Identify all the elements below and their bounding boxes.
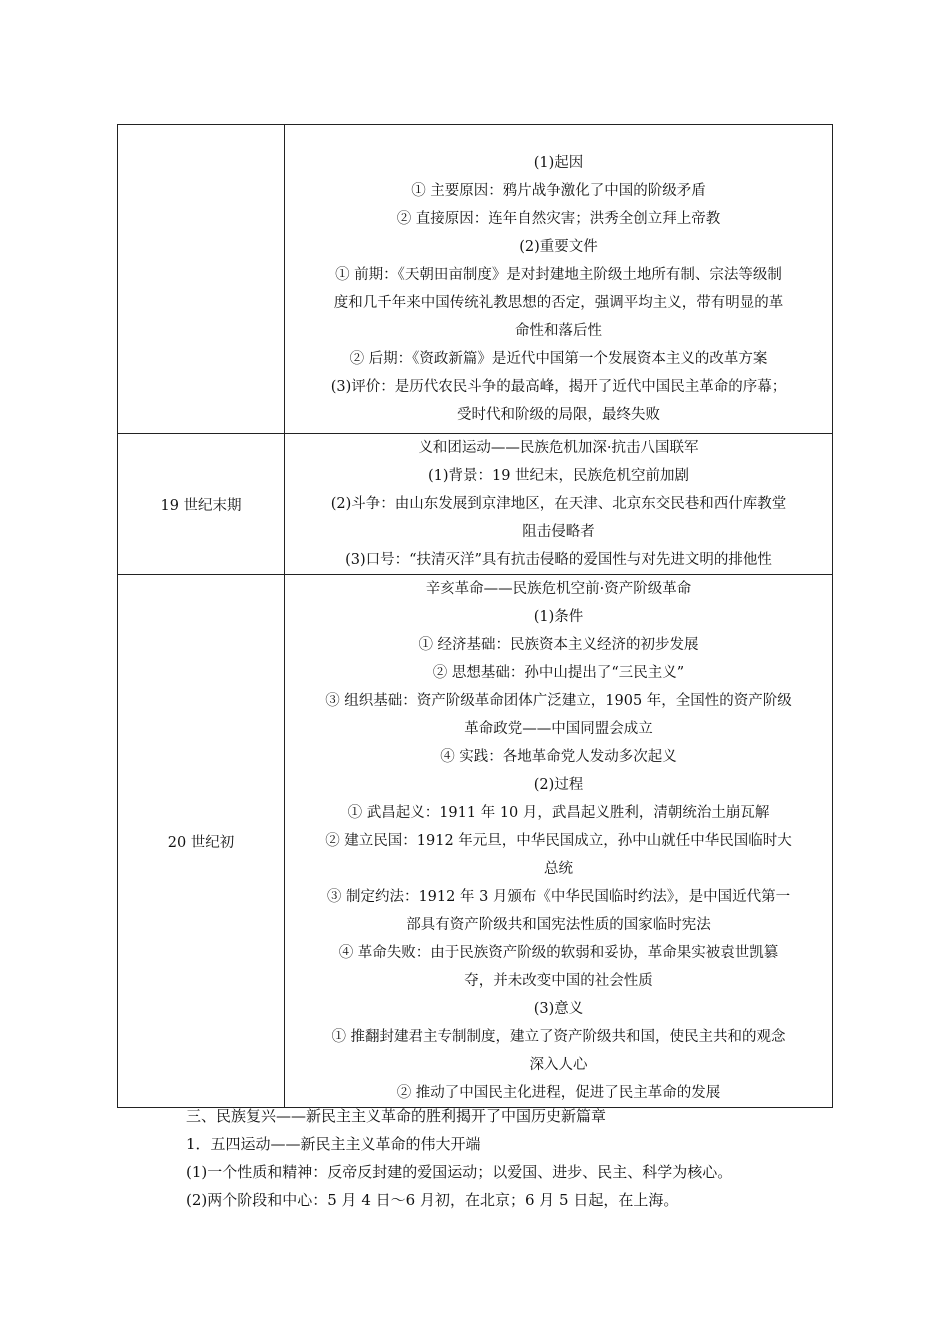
content-line: 度和几千年来中国传统礼教思想的否定，强调平均主义，带有明显的革 <box>333 295 784 311</box>
content-cell-taiping <box>285 125 833 434</box>
content-line: 总统 <box>544 861 573 877</box>
section-text <box>186 1102 732 1214</box>
content-line: (2)过程 <box>533 777 584 793</box>
content-line: ② 建立民国：1912 年元旦，中华民国成立，孙中山就任中华民国临时大 <box>325 833 792 849</box>
table-row <box>118 125 833 434</box>
content-line: 命性和落后性 <box>515 323 602 339</box>
period-cell: 20 世纪初 <box>118 575 285 1108</box>
content-line: (3)评价：是历代农民斗争的最高峰，揭开了近代中国民主革命的序幕； <box>330 379 787 395</box>
content-line: (2)斗争：由山东发展到京津地区，在天津、北京东交民巷和西什库教堂 <box>330 496 787 512</box>
content-line: 深入人心 <box>529 1057 588 1073</box>
content-line: 义和团运动——民族危机加深·抗击八国联军 <box>418 440 699 456</box>
content-line: ① 主要原因：鸦片战争激化了中国的阶级矛盾 <box>411 183 706 199</box>
paragraph-line: (1)一个性质和精神：反帝反封建的爱国运动；以爱国、进步、民主、科学为核心。 <box>186 1163 733 1181</box>
subsection-heading: 1．五四运动——新民主主义革命的伟大开端 <box>186 1135 481 1153</box>
content-line: ① 推翻封建君主专制制度，建立了资产阶级共和国，使民主共和的观念 <box>331 1029 786 1045</box>
content-cell-boxer <box>285 434 833 575</box>
content-line: 阻击侵略者 <box>522 524 595 540</box>
paragraph-line: (2)两个阶段和中心：5 月 4 日～6 月初，在北京；6 月 5 日起，在上海。 <box>186 1191 679 1209</box>
table-row <box>118 434 833 575</box>
content-line: (1)起因 <box>533 155 584 171</box>
content-line: 革命政党——中国同盟会成立 <box>464 721 653 737</box>
content-line: ① 前期：《天朝田亩制度》是对封建地主阶级土地所有制、宗法等级制 <box>335 267 782 283</box>
content-cell-xinhai <box>285 575 833 1108</box>
content-line: ④ 实践：各地革命党人发动多次起义 <box>440 749 677 765</box>
content-line: 受时代和阶级的局限，最终失败 <box>457 407 660 423</box>
table-row <box>118 575 833 1108</box>
section-heading: 三、民族复兴——新民主主义革命的胜利揭开了中国历史新篇章 <box>186 1107 607 1125</box>
content-line: ② 后期：《资政新篇》是近代中国第一个发展资本主义的改革方案 <box>349 351 768 367</box>
content-line: ③ 组织基础：资产阶级革命团体广泛建立，1905 年，全国性的资产阶级 <box>325 693 792 709</box>
content-line: (2)重要文件 <box>519 239 598 255</box>
content-line: (1)条件 <box>533 609 584 625</box>
period-cell: 19 世纪末期 <box>118 434 285 575</box>
content-line: ② 推动了中国民主化进程，促进了民主革命的发展 <box>396 1085 721 1101</box>
period-cell <box>118 125 285 434</box>
content-line: ① 经济基础：民族资本主义经济的初步发展 <box>418 637 699 653</box>
history-table <box>117 124 833 1108</box>
content-line: 夺，并未改变中国的社会性质 <box>464 973 653 989</box>
content-line: (1)背景：19 世纪末，民族危机空前加剧 <box>427 468 690 484</box>
content-line: 部具有资产阶级共和国宪法性质的国家临时宪法 <box>406 917 711 933</box>
content-line: ② 直接原因：连年自然灾害；洪秀全创立拜上帝教 <box>396 211 721 227</box>
content-line: 辛亥革命——民族危机空前·资产阶级革命 <box>425 581 692 597</box>
content-line: ④ 革命失败：由于民族资产阶级的软弱和妥协，革命果实被袁世凯篡 <box>338 945 779 961</box>
content-line: ① 武昌起义：1911 年 10 月，武昌起义胜利，清朝统治土崩瓦解 <box>347 805 770 821</box>
content-line: (3)意义 <box>533 1001 584 1017</box>
content-line: ③ 制定约法：1912 年 3 月颁布《中华民国临时约法》，是中国近代第一 <box>326 889 791 905</box>
content-line: ② 思想基础：孙中山提出了“三民主义” <box>432 665 685 681</box>
content-line: (3)口号：“扶清灭洋”具有抗击侵略的爱国性与对先进文明的排他性 <box>345 552 772 568</box>
